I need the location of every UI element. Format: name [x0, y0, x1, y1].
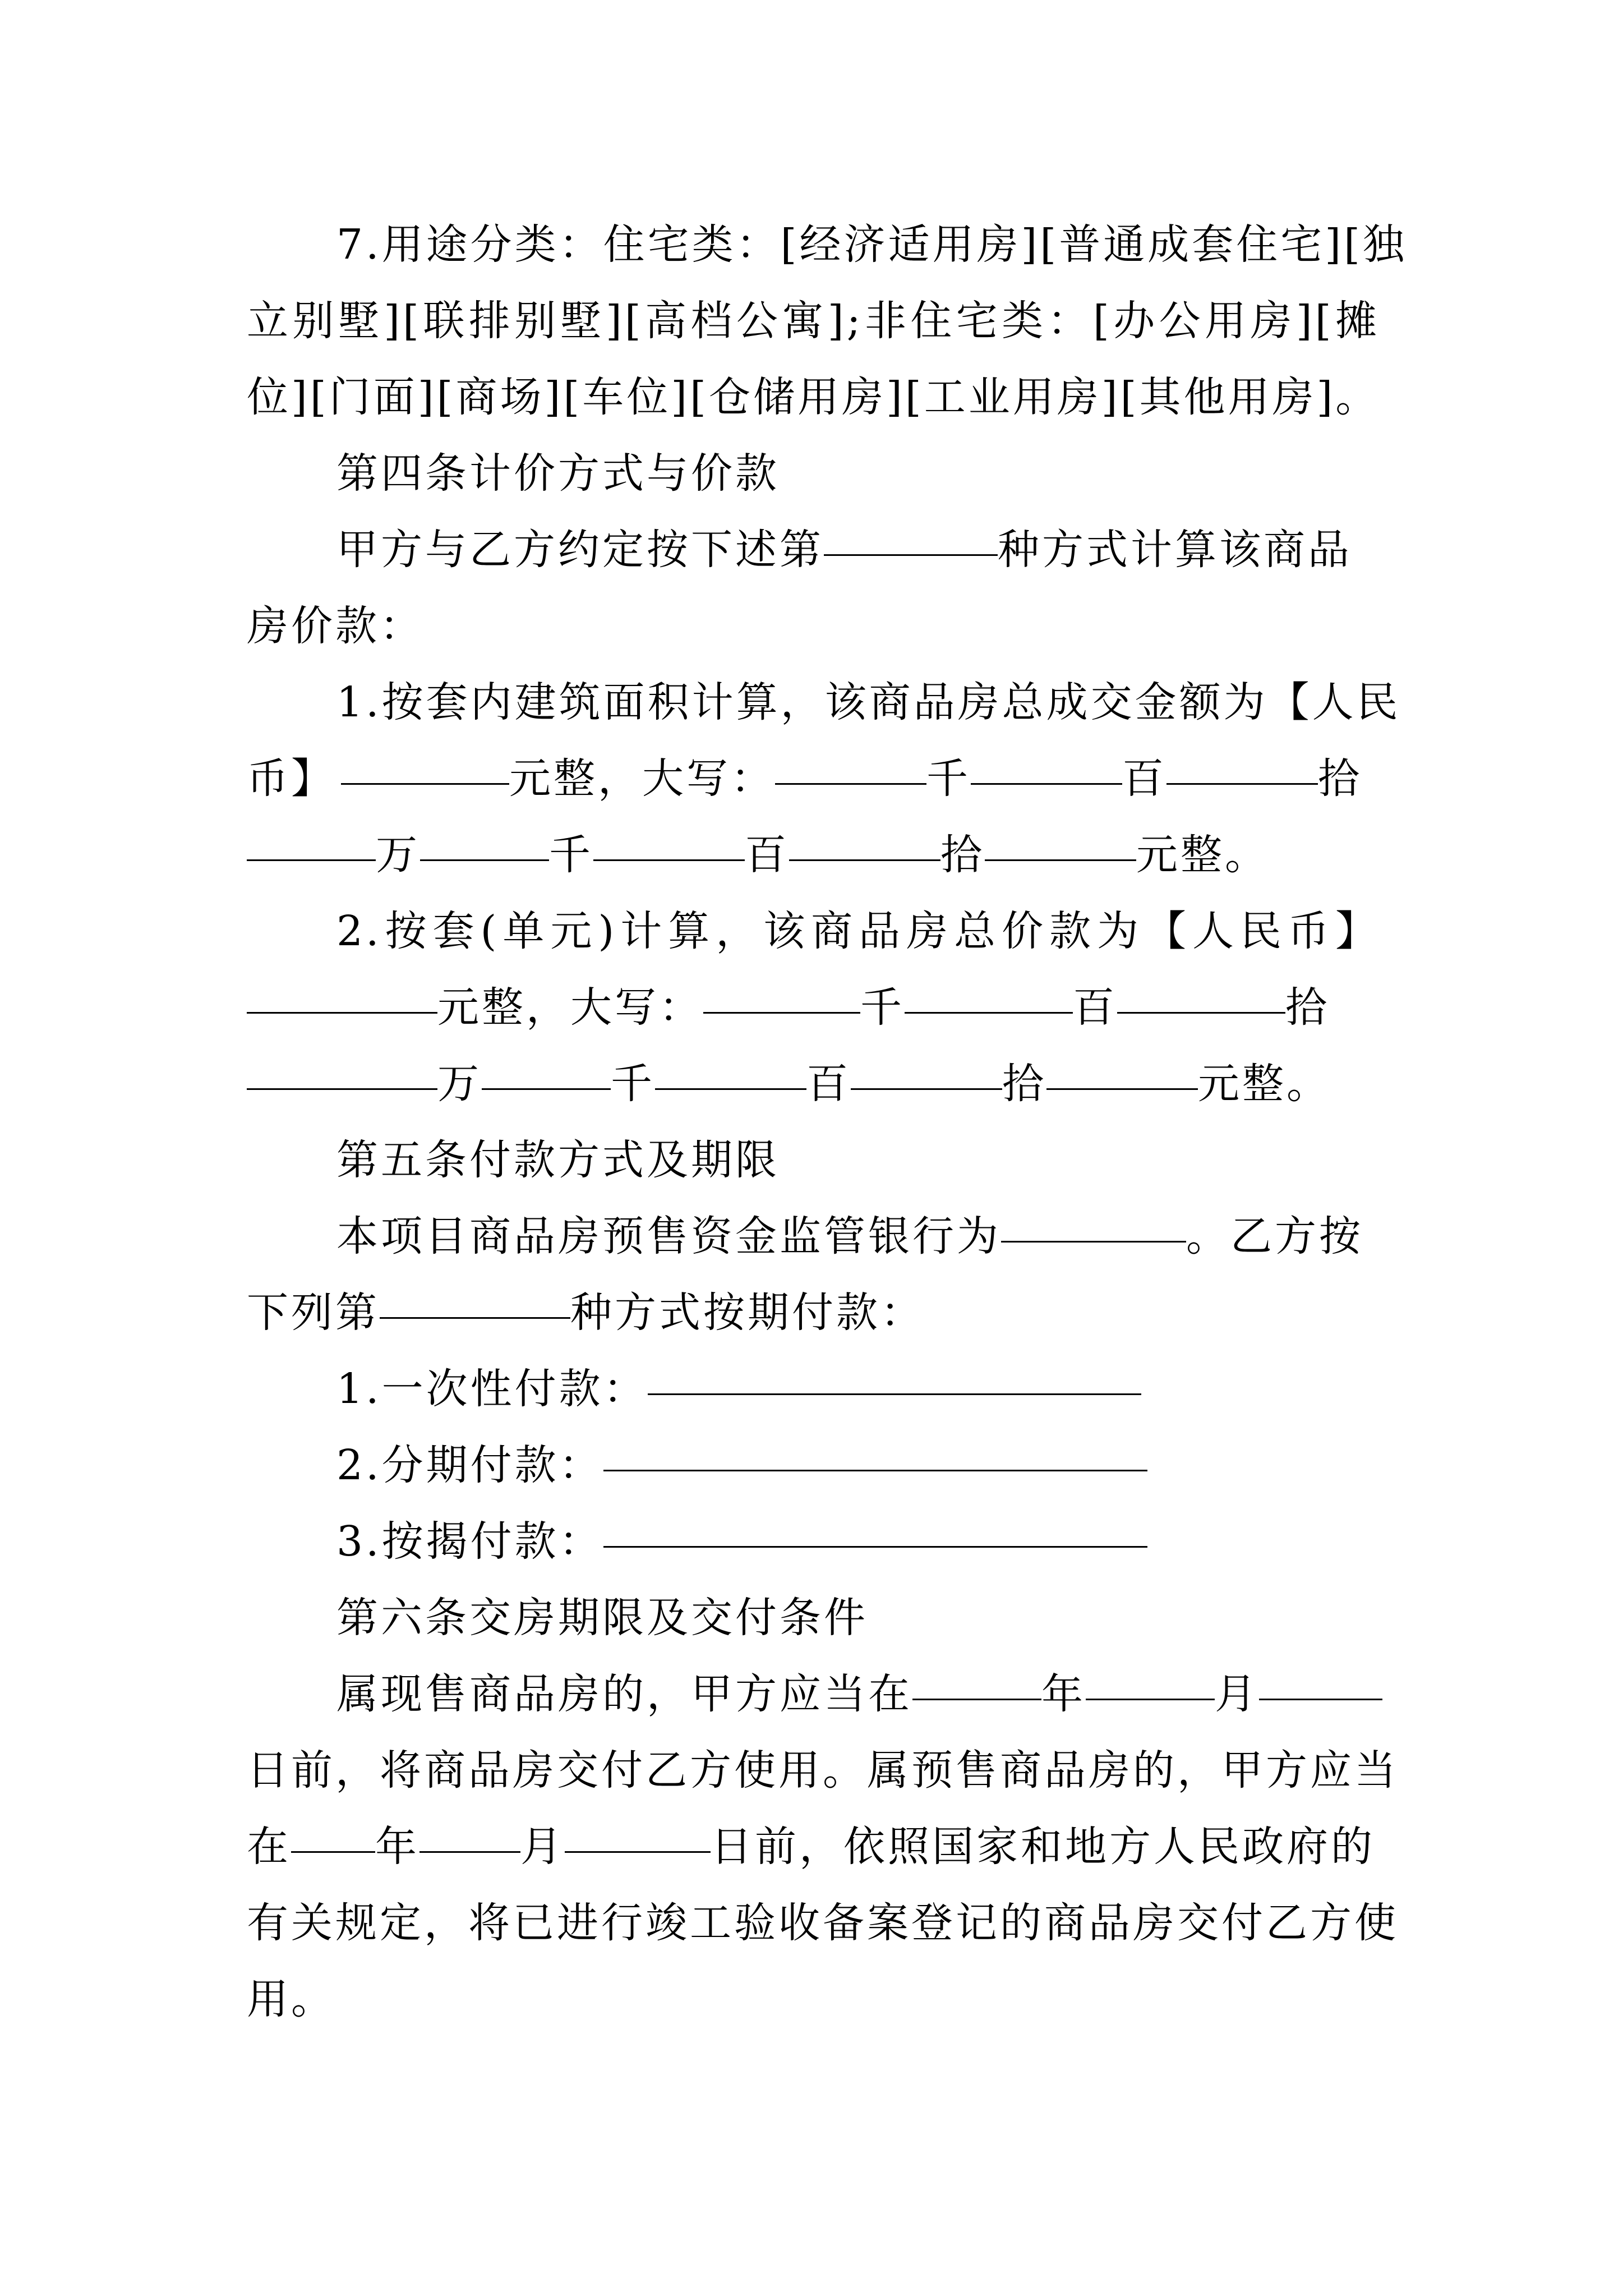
bank-text-c: 下列第 — [247, 1289, 380, 1337]
supervising-bank-blank[interactable] — [1001, 1239, 1186, 1243]
method-2-blank-qian[interactable] — [703, 1010, 860, 1014]
method-1-blank-bai-2[interactable] — [593, 857, 745, 861]
method-1-blank-qian-2[interactable] — [420, 857, 549, 861]
method-1-text-c: 元整，大写： — [509, 754, 775, 803]
method-1-blank-qian[interactable] — [775, 781, 926, 785]
method-2-unit-bai-2: 百 — [806, 1060, 851, 1108]
bank-text-d: 种方式按期付款： — [570, 1289, 925, 1337]
payment-option-1-label: 1.一次性付款： — [336, 1365, 648, 1413]
delivery-line-2: 日前，将商品房交付乙方使用。属预售商品房的，甲方应当 — [247, 1746, 1399, 1795]
delivery-line-1 — [336, 1656, 1380, 1732]
delivery-year-blank[interactable] — [912, 1696, 1041, 1700]
method-2-unit-shi-2: 拾 — [1002, 1060, 1046, 1108]
method-2-line-2 — [247, 969, 1380, 1046]
delivery-text-a: 属现售商品房的，甲方应当在 — [336, 1670, 912, 1718]
delivery-unit-year: 年 — [1041, 1670, 1086, 1718]
method-1-blank-shi-2[interactable] — [789, 857, 940, 861]
method-1-line-2 — [247, 740, 1380, 817]
presale-unit-month: 月 — [520, 1823, 565, 1871]
delivery-day-blank[interactable] — [1259, 1696, 1382, 1700]
presale-month-blank[interactable] — [419, 1849, 520, 1853]
method-2-blank-shi-2[interactable] — [851, 1086, 1002, 1090]
delivery-line-3 — [247, 1809, 1380, 1885]
method-2-unit-wan: 万 — [437, 1060, 482, 1108]
presale-year-blank[interactable] — [291, 1849, 375, 1853]
method-2-unit-bai: 百 — [1073, 983, 1117, 1032]
method-2-line-3 — [247, 1046, 1380, 1122]
method-2-amount-blank[interactable] — [247, 1010, 437, 1014]
payment-option-3-blank[interactable] — [603, 1544, 1147, 1548]
delivery-text-p3a: 在 — [247, 1823, 291, 1871]
article-4-heading: 第四条计价方式与价款 — [336, 449, 780, 498]
method-2-unit-qian-2: 千 — [611, 1060, 655, 1108]
article-6-heading: 第六条交房期限及交付条件 — [336, 1594, 868, 1642]
method-2-blank-yuan[interactable] — [1046, 1086, 1198, 1090]
method-1-unit-shi-2: 拾 — [940, 831, 985, 879]
method-2-unit-qian: 千 — [860, 983, 905, 1032]
method-1-unit-bai: 百 — [1122, 754, 1166, 803]
presale-unit-year: 年 — [375, 1823, 419, 1871]
method-1-blank-yuan[interactable] — [985, 857, 1136, 861]
pricing-method-line-1 — [336, 512, 1380, 588]
method-2-blank-bai[interactable] — [905, 1010, 1073, 1014]
bank-line-1 — [336, 1198, 1380, 1274]
usage-classification-line-2: 立别墅][联排别墅][高档公寓];非住宅类：[办公用房][摊 — [247, 297, 1380, 345]
presale-day-blank[interactable] — [565, 1849, 711, 1853]
delivery-month-blank[interactable] — [1086, 1696, 1215, 1700]
payment-option-2 — [336, 1427, 1380, 1503]
delivery-line-4: 有关规定，将已进行竣工验收备案登记的商品房交付乙方使 — [247, 1899, 1399, 1947]
usage-classification-line-1: 7.用途分类：住宅类：[经济适用房][普通成套住宅][独 — [336, 220, 1407, 269]
delivery-unit-month: 月 — [1215, 1670, 1259, 1718]
method-2-blank-shi[interactable] — [1117, 1010, 1285, 1014]
payment-method-blank[interactable] — [380, 1315, 570, 1319]
pricing-method-line-2: 房价款： — [247, 602, 424, 650]
method-2-unit-shi: 拾 — [1285, 983, 1330, 1032]
usage-classification-line-3: 位][门面][商场][车位][仓储用房][工业用房][其他用房]。 — [247, 373, 1380, 421]
method-1-unit-bai-2: 百 — [745, 831, 789, 879]
method-1-blank-wan[interactable] — [247, 857, 376, 861]
method-1-unit-wan: 万 — [376, 831, 420, 879]
pricing-method-text-b: 种方式计算该商品 — [998, 526, 1352, 574]
method-1-unit-yuan: 元整。 — [1136, 831, 1269, 879]
method-2-blank-bai-2[interactable] — [655, 1086, 806, 1090]
delivery-text-p3d: 日前，依照国家和地方人民政府的 — [711, 1823, 1375, 1871]
method-1-blank-bai[interactable] — [971, 781, 1122, 785]
pricing-method-text-a: 甲方与乙方约定按下述第 — [336, 526, 824, 574]
method-2-unit-yuan: 元整。 — [1198, 1060, 1331, 1108]
method-2-blank-wan[interactable] — [247, 1086, 437, 1090]
method-2-blank-qian-2[interactable] — [482, 1086, 611, 1090]
pricing-method-blank[interactable] — [824, 552, 998, 556]
payment-option-3-label: 3.按揭付款： — [336, 1517, 603, 1566]
payment-option-2-label: 2.分期付款： — [336, 1441, 603, 1489]
payment-option-3 — [336, 1503, 1380, 1580]
payment-option-1-blank[interactable] — [648, 1391, 1141, 1395]
method-1-unit-qian: 千 — [926, 754, 971, 803]
method-1-line-3 — [247, 817, 1380, 893]
method-2-text-b: 元整，大写： — [437, 983, 703, 1032]
payment-option-1 — [336, 1351, 1380, 1427]
bank-line-2 — [247, 1274, 1380, 1351]
method-1-unit-qian-2: 千 — [549, 831, 593, 879]
method-1-blank-shi[interactable] — [1166, 781, 1318, 785]
method-1-currency: 币】 — [247, 754, 335, 803]
delivery-line-5: 用。 — [247, 1975, 335, 2023]
article-5-heading: 第五条付款方式及期限 — [336, 1136, 780, 1184]
method-2-line-1: 2.按套(单元)计算，该商品房总价款为【人民币】 — [336, 907, 1380, 955]
bank-text-b: 。乙方按 — [1186, 1212, 1363, 1260]
method-1-amount-blank[interactable] — [341, 781, 509, 785]
method-1-line-1: 1.按套内建筑面积计算，该商品房总成交金额为【人民 — [336, 678, 1401, 726]
method-1-unit-shi: 拾 — [1318, 754, 1362, 803]
payment-option-2-blank[interactable] — [603, 1467, 1147, 1471]
bank-text-a: 本项目商品房预售资金监管银行为 — [336, 1212, 1001, 1260]
